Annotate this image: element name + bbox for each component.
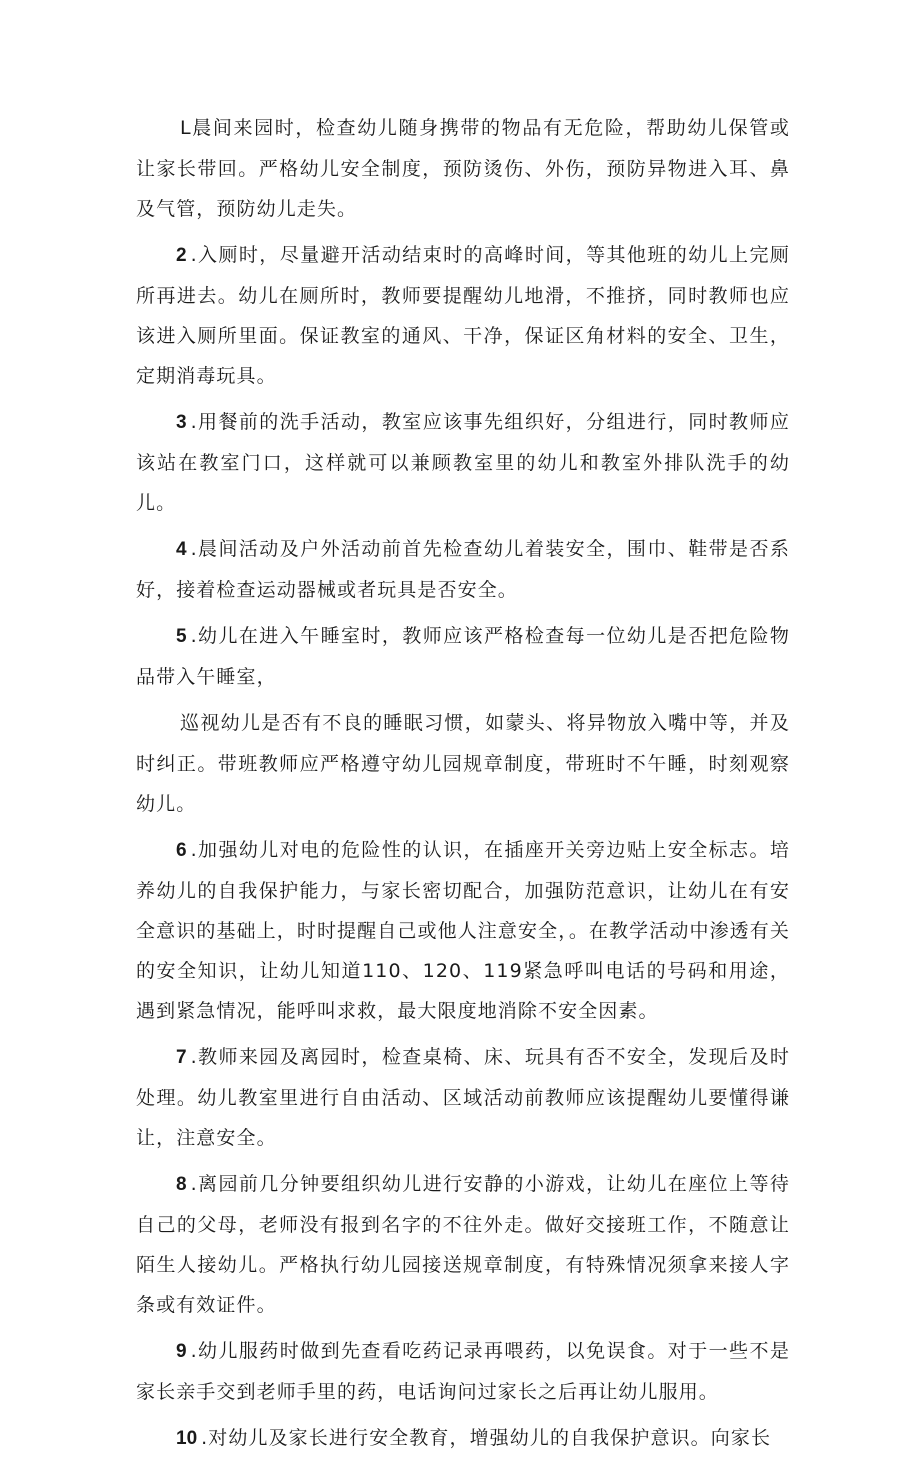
paragraph-text: .用餐前的洗手活动，教室应该事先组织好，分组进行，同时教师应该站在教室门口，这样就可以兼顾教室里的幼儿和教室外排队洗手的幼儿。 <box>136 411 790 514</box>
paragraph-text: .离园前几分钟要组织幼儿进行安静的小游戏，让幼儿在座位上等待自己的父母，老师没有报到名字的不往外走。做好交接班工作，不随意让陌生人接幼儿。严格执行幼儿园接送规章制度，有特殊情况须拿来接人字条或有效证件。 <box>136 1173 790 1316</box>
paragraph-text: .对幼儿及家长进行安全教育，增强幼儿的自我保护意识。向家长 <box>201 1427 772 1449</box>
paragraph-11 <box>136 1418 790 1459</box>
item-number: 2 <box>176 245 187 266</box>
item-number: 3 <box>176 412 187 433</box>
paragraph-7 <box>136 830 790 1031</box>
paragraph-2 <box>136 235 790 396</box>
paragraph-8 <box>136 1037 790 1158</box>
paragraph-10 <box>136 1331 790 1412</box>
paragraph-6 <box>136 703 790 824</box>
paragraph-text: .教师来园及离园时，检查桌椅、床、玩具有否不安全，发现后及时处理。幼儿教室里进行自由活动、区域活动前教师应该提醒幼儿要懂得谦让，注意安全。 <box>136 1046 790 1149</box>
paragraph-text: .入厕时，尽量避开活动结束时的高峰时间，等其他班的幼儿上完厕所再进去。幼儿在厕所时，教师要提醒幼儿地滑，不推挤，同时教师也应该进入厕所里面。保证教室的通风、干净，保证区角材料的安全、卫生，定期消毒玩具。 <box>136 244 790 387</box>
paragraph-text: 巡视幼儿是否有不良的睡眠习惯，如蒙头、将异物放入嘴中等，并及时纠正。带班教师应严格遵守幼儿园规章制度，带班时不午睡，时刻观察幼儿。 <box>136 712 790 815</box>
paragraph-3 <box>136 402 790 523</box>
item-number: 6 <box>176 840 187 861</box>
item-number: 10 <box>176 1428 198 1449</box>
paragraph-text: .加强幼儿对电的危险性的认识，在插座开关旁边贴上安全标志。培养幼儿的自我保护能力，与家长密切配合，加强防范意识，让幼儿在有安全意识的基础上，时时提醒自己或他人注意安全，。在教学活动中渗透有关的安全知识，让幼儿知道110、120、119紧急呼叫电话的号码和用途，遇到紧急情况，能呼叫求救，最大限度地消除不安全因素。 <box>136 839 790 1022</box>
item-number: 7 <box>176 1047 187 1068</box>
document-body <box>136 108 790 1465</box>
paragraph-text: L晨间来园时，检查幼儿随身携带的物品有无危险，帮助幼儿保管或让家长带回。严格幼儿安全制度，预防烫伤、外伤，预防异物进入耳、鼻及气管，预防幼儿走失。 <box>136 117 790 220</box>
item-number: 5 <box>176 626 187 647</box>
item-number: 9 <box>176 1341 187 1362</box>
paragraph-5 <box>136 616 790 697</box>
paragraph-text: .幼儿在进入午睡室时，教师应该严格检查每一位幼儿是否把危险物品带入午睡室， <box>136 625 790 688</box>
paragraph-1 <box>136 108 790 229</box>
item-number: 4 <box>176 539 187 560</box>
paragraph-4 <box>136 529 790 610</box>
item-number: 8 <box>176 1174 187 1195</box>
paragraph-text: .晨间活动及户外活动前首先检查幼儿着装安全，围巾、鞋带是否系好，接着检查运动器械或者玩具是否安全。 <box>136 538 790 601</box>
paragraph-text: .幼儿服药时做到先查看吃药记录再喂药，以免误食。对于一些不是家长亲手交到老师手里的药，电话询问过家长之后再让幼儿服用。 <box>136 1340 790 1403</box>
